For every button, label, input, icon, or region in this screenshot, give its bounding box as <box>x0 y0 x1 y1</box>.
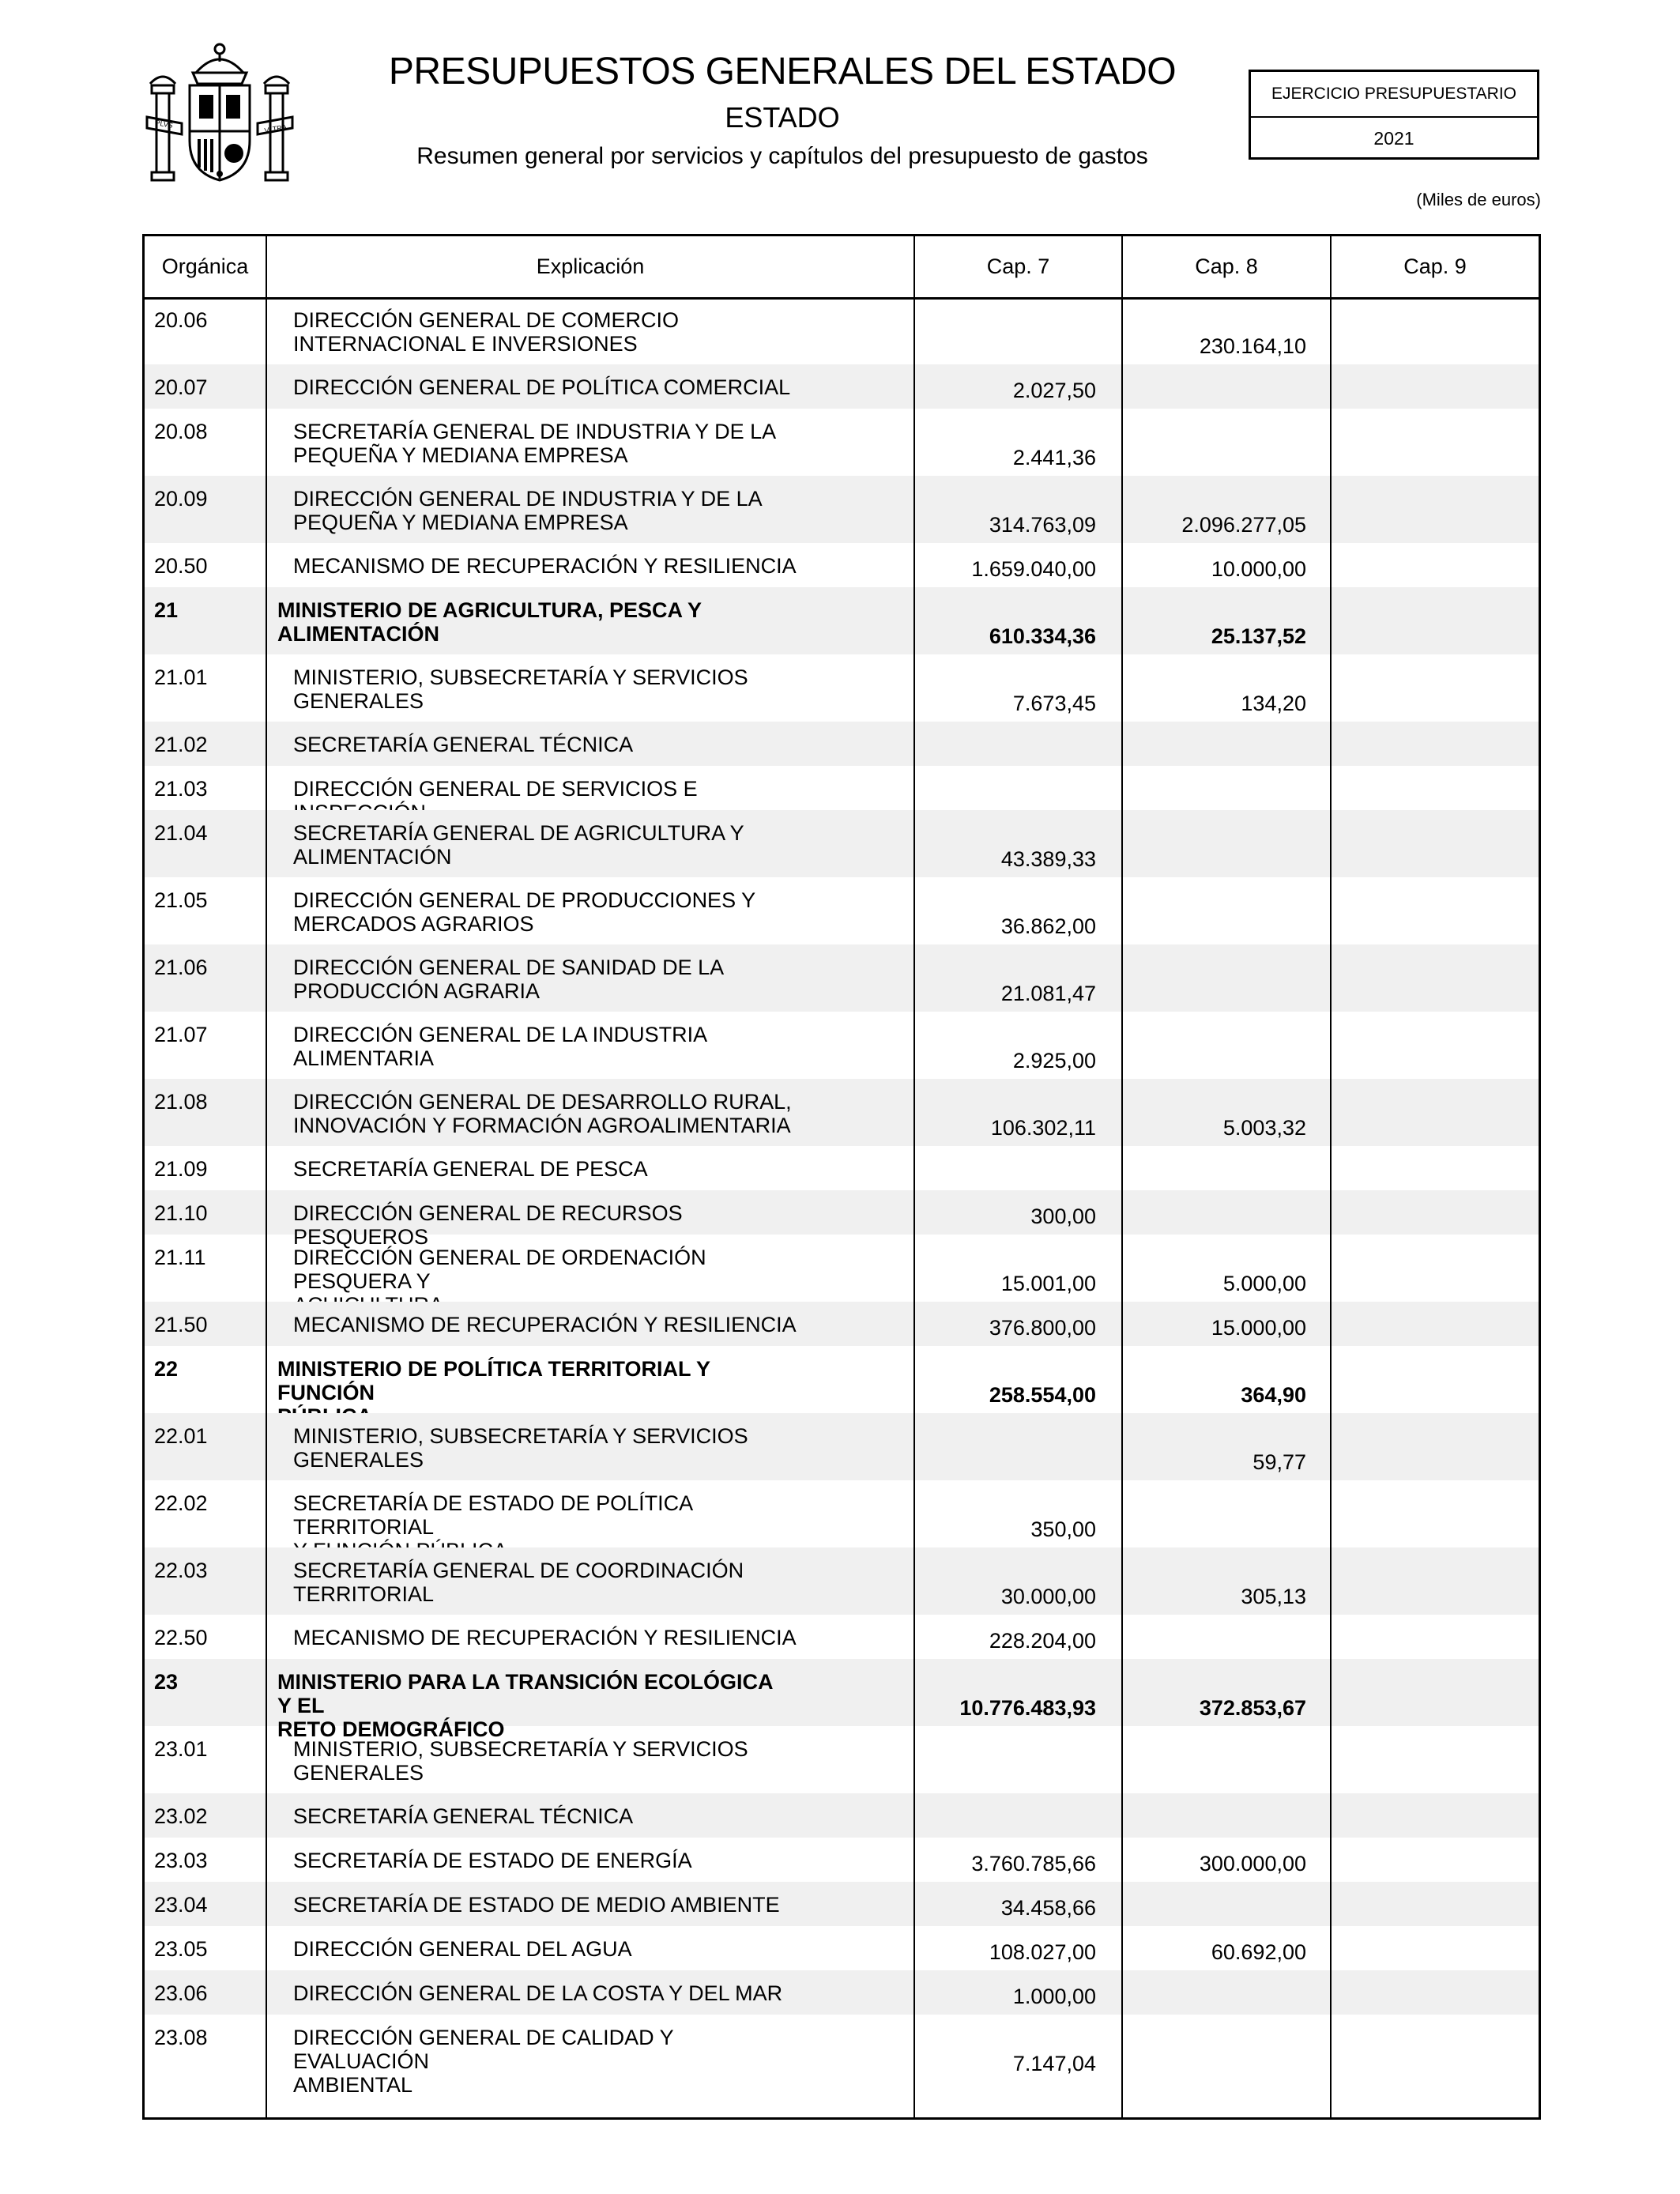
cell-organica: 21.02 <box>154 733 208 756</box>
col-header-cap9: Cap. 9 <box>1403 254 1467 278</box>
cell-explicacion: SECRETARÍA GENERAL TÉCNICA <box>293 1804 634 1828</box>
cell-cap7: 106.302,11 <box>990 1116 1096 1140</box>
cell-cap7: 10.776.483,93 <box>959 1696 1096 1720</box>
cell-cap8: 25.137,52 <box>1211 624 1306 648</box>
exercise-year: 2021 <box>1373 128 1414 149</box>
page-subtitle: ESTADO <box>725 101 840 134</box>
cell-cap7: 30.000,00 <box>1000 1585 1096 1608</box>
cell-explicacion: MINISTERIO DE AGRICULTURA, PESCA Y ALIMENTACIÓN <box>277 598 703 646</box>
cell-cap7: 258.554,00 <box>989 1383 1096 1407</box>
coat-of-arms-icon <box>141 38 299 193</box>
cell-cap7: 300,00 <box>1030 1204 1096 1228</box>
budget-table <box>142 234 1541 2120</box>
cell-explicacion: SECRETARÍA DE ESTADO DE MEDIO AMBIENTE <box>293 1893 780 1917</box>
units-note: (Miles de euros) <box>1416 190 1541 209</box>
cell-cap8: 60.692,00 <box>1211 1940 1306 1964</box>
page-description: Resumen general por servicios y capítulos del presupuesto de gastos <box>416 143 1148 169</box>
cell-explicacion: DIRECCIÓN GENERAL DE SANIDAD DE LA PRODUCCIÓN AGRARIA <box>293 956 725 1003</box>
cell-explicacion: DIRECCIÓN GENERAL DE COMERCIO INTERNACIONAL E INVERSIONES <box>293 308 680 356</box>
cell-cap7: 21.081,47 <box>1000 982 1096 1005</box>
cell-organica: 20.07 <box>154 375 208 399</box>
cell-explicacion: DIRECCIÓN GENERAL DE SERVICIOS E <box>293 777 698 801</box>
cell-organica: 21.03 <box>154 777 208 801</box>
cell-explicacion: DIRECCIÓN GENERAL DEL AGUA <box>293 1937 632 1961</box>
cell-cap8: 134,20 <box>1241 692 1306 715</box>
cell-cap7: 2.925,00 <box>1012 1049 1096 1072</box>
cell-cap7: 1.659.040,00 <box>971 557 1096 581</box>
col-header-cap7: Cap. 7 <box>986 254 1050 278</box>
exercise-label: EJERCICIO PRESUPUESTARIO <box>1251 72 1537 118</box>
cell-explicacion: MINISTERIO PARA LA TRANSICIÓN ECOLÓGICA Y EL RETO DEMOGRÁFICO <box>277 1670 773 1741</box>
cell-explicacion: MINISTERIO, SUBSECRETARÍA Y SERVICIOS GENERALES <box>293 665 748 713</box>
col-header-cap8: Cap. 8 <box>1195 254 1258 278</box>
cell-explicacion: DIRECCIÓN GENERAL DE INDUSTRIA Y DE LA PEQUEÑA Y MEDIANA EMPRESA <box>293 487 763 534</box>
cell-organica: 20.06 <box>154 308 208 332</box>
cell-cap7: 2.441,36 <box>1012 446 1096 469</box>
cell-organica: 22.01 <box>154 1424 208 1448</box>
exercise-box <box>1249 70 1539 160</box>
cell-organica: 23.05 <box>154 1937 208 1961</box>
column-divider <box>266 236 267 2117</box>
coat-motto-left: PLVS <box>154 119 174 130</box>
cell-cap7: 43.389,33 <box>1000 847 1096 871</box>
column-divider <box>1121 236 1123 2117</box>
cell-organica: 21.05 <box>154 888 208 912</box>
cell-explicacion: SECRETARÍA GENERAL DE AGRICULTURA Y ALIMENTACIÓN <box>293 821 744 869</box>
cell-explicacion: DIRECCIÓN GENERAL DE DESARROLLO RURAL, INNOVACIÓN Y FORMACIÓN AGROALIMENTARIA <box>293 1090 792 1137</box>
cell-explicacion: MINISTERIO, SUBSECRETARÍA Y SERVICIOS GENERALES <box>293 1424 748 1472</box>
cell-organica: 21.04 <box>154 821 208 845</box>
cell-explicacion: MECANISMO DE RECUPERACIÓN Y RESILIENCIA <box>293 1626 797 1649</box>
cell-cap8: 5.000,00 <box>1222 1272 1306 1295</box>
cell-cap8: 15.000,00 <box>1211 1316 1306 1340</box>
cell-organica: 23.02 <box>154 1804 208 1828</box>
cell-organica: 22.02 <box>154 1491 208 1515</box>
cell-cap7: 2.027,50 <box>1012 379 1096 402</box>
cell-cap8: 2.096.277,05 <box>1181 513 1306 537</box>
cell-cap7: 610.334,36 <box>989 624 1096 648</box>
cell-organica: 23.08 <box>154 2026 208 2049</box>
cell-explicacion: DIRECCIÓN GENERAL DE PRODUCCIONES Y MERCADOS AGRARIOS <box>293 888 756 936</box>
cell-explicacion: MECANISMO DE RECUPERACIÓN Y RESILIENCIA <box>293 1313 797 1336</box>
cell-explicacion: SECRETARÍA DE ESTADO DE POLÍTICA TERRITORIAL <box>293 1491 692 1539</box>
cell-cap7: 3.760.785,66 <box>971 1852 1096 1875</box>
cell-organica: 22.03 <box>154 1559 208 1582</box>
cell-cap7: 7.673,45 <box>1012 692 1096 715</box>
cell-cap8: 372.853,67 <box>1199 1696 1306 1720</box>
cell-cap8: 364,90 <box>1241 1383 1306 1407</box>
cell-explicacion: SECRETARÍA GENERAL DE INDUSTRIA Y DE LA PEQUEÑA Y MEDIANA EMPRESA <box>293 420 777 467</box>
cell-cap8: 305,13 <box>1241 1585 1306 1608</box>
page-title: PRESUPUESTOS GENERALES DEL ESTADO <box>388 51 1177 92</box>
coat-motto-right: VLTRA <box>263 123 288 135</box>
cell-explicacion: SECRETARÍA GENERAL DE PESCA <box>293 1157 648 1181</box>
cell-cap8: 300.000,00 <box>1199 1852 1306 1875</box>
cell-organica: 22.50 <box>154 1626 208 1649</box>
cell-explicacion: SECRETARÍA GENERAL DE COORDINACIÓN TERRITORIAL <box>293 1559 744 1606</box>
cell-cap7: 15.001,00 <box>1000 1272 1096 1295</box>
cell-explicacion: DIRECCIÓN GENERAL DE LA INDUSTRIA ALIMENTARIA <box>293 1023 708 1070</box>
cell-organica: 23 <box>154 1670 179 1694</box>
cell-explicacion: SECRETARÍA GENERAL TÉCNICA <box>293 733 634 756</box>
cell-cap7: 314.763,09 <box>989 513 1096 537</box>
cell-cap7: 350,00 <box>1030 1517 1096 1541</box>
column-divider <box>1330 236 1332 2117</box>
cell-organica: 21.06 <box>154 956 208 979</box>
cell-explicacion: DIRECCIÓN GENERAL DE ORDENACIÓN PESQUERA Y <box>293 1246 706 1293</box>
cell-organica: 23.03 <box>154 1849 208 1872</box>
cell-organica: 21 <box>154 598 179 622</box>
cell-organica: 20.08 <box>154 420 208 443</box>
cell-explicacion: MINISTERIO, SUBSECRETARÍA Y SERVICIOS GENERALES <box>293 1737 748 1785</box>
cell-organica: 21.01 <box>154 665 208 689</box>
cell-organica: 23.01 <box>154 1737 208 1761</box>
cell-organica: 21.11 <box>154 1246 206 1269</box>
cell-explicacion: MINISTERIO DE POLÍTICA TERRITORIAL Y FUNCIÓN <box>277 1357 710 1404</box>
col-header-organica: Orgánica <box>161 254 249 278</box>
cell-cap7: 7.147,04 <box>1012 2052 1096 2075</box>
cell-cap7: 108.027,00 <box>989 1940 1096 1964</box>
cell-organica: 21.07 <box>154 1023 208 1046</box>
cell-organica: 21.09 <box>154 1157 208 1181</box>
cell-organica: 20.09 <box>154 487 208 511</box>
column-divider <box>913 236 915 2117</box>
cell-explicacion: DIRECCIÓN GENERAL DE CALIDAD Y EVALUACIÓN AMBIENTAL <box>293 2026 674 2097</box>
col-header-explicacion: Explicación <box>536 254 645 278</box>
cell-cap8: 230.164,10 <box>1199 334 1306 358</box>
cell-cap8: 10.000,00 <box>1211 557 1306 581</box>
cell-organica: 23.04 <box>154 1893 208 1917</box>
cell-cap7: 228.204,00 <box>989 1629 1096 1653</box>
cell-cap8: 5.003,32 <box>1222 1116 1306 1140</box>
cell-cap7: 34.458,66 <box>1000 1896 1096 1920</box>
cell-organica: 21.10 <box>154 1201 208 1225</box>
cell-explicacion: DIRECCIÓN GENERAL DE POLÍTICA COMERCIAL <box>293 375 791 399</box>
cell-organica: 23.06 <box>154 1981 208 2005</box>
cell-explicacion: DIRECCIÓN GENERAL DE RECURSOS PESQUEROS <box>293 1201 683 1249</box>
cell-explicacion: MECANISMO DE RECUPERACIÓN Y RESILIENCIA <box>293 554 797 578</box>
cell-cap7: 376.800,00 <box>989 1316 1096 1340</box>
cell-organica: 22 <box>154 1357 179 1381</box>
cell-organica: 21.08 <box>154 1090 208 1114</box>
cell-organica: 21.50 <box>154 1313 208 1336</box>
cell-explicacion: DIRECCIÓN GENERAL DE LA COSTA Y DEL MAR <box>293 1981 783 2005</box>
cell-cap8: 59,77 <box>1252 1450 1306 1474</box>
cell-cap7: 1.000,00 <box>1012 1985 1096 2008</box>
cell-cap7: 36.862,00 <box>1000 914 1096 938</box>
cell-explicacion: SECRETARÍA DE ESTADO DE ENERGÍA <box>293 1849 692 1872</box>
cell-organica: 20.50 <box>154 554 208 578</box>
